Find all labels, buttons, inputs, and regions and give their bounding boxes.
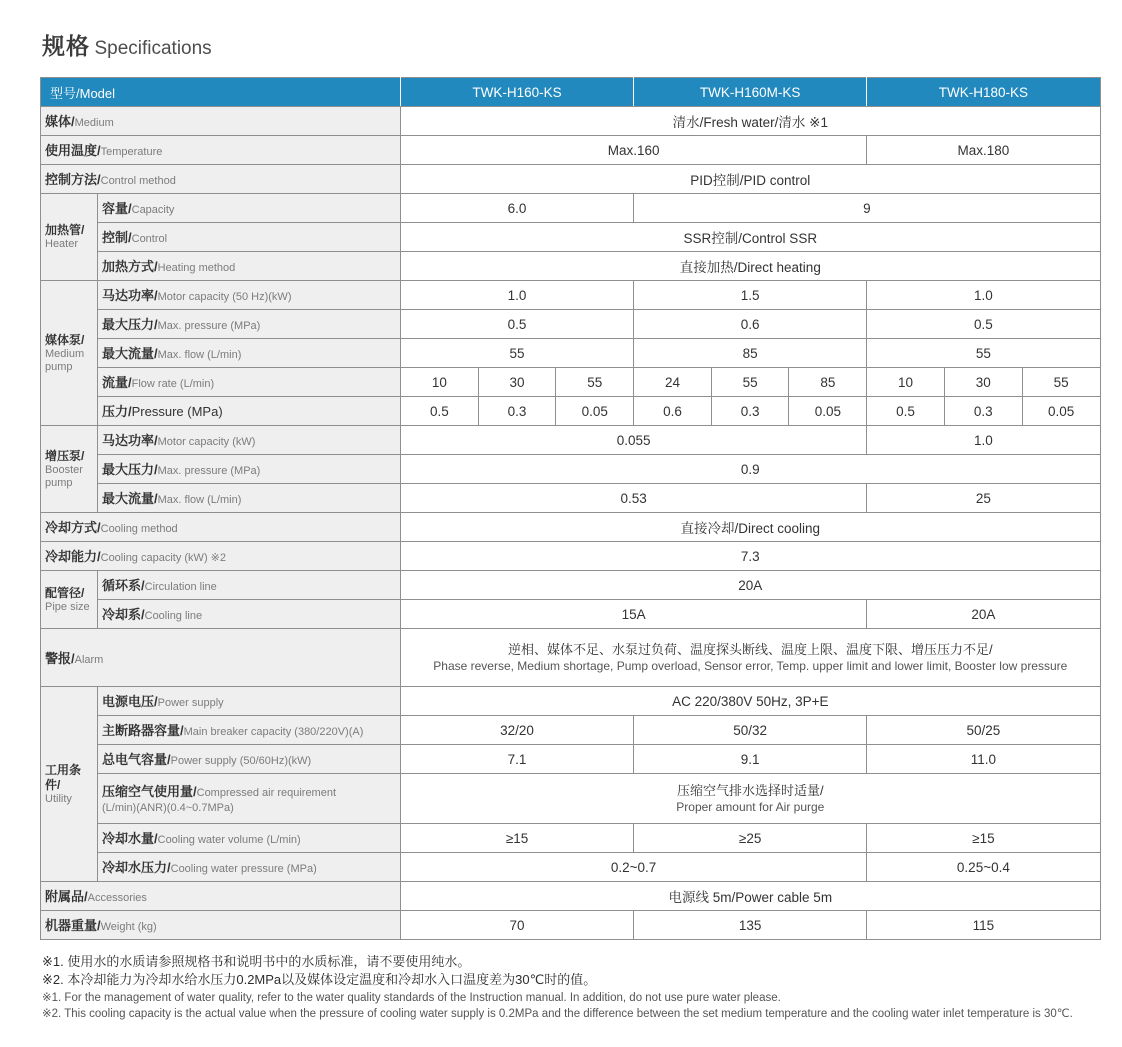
label-cjk: 媒体/ [45,114,75,129]
alarm-text-cjk: 逆相、媒体不足、水泵过负荷、温度探头断线、温度上限、温度下限、增压压力不足/ [507,642,993,658]
compressed-air-text-en: Proper amount for Air purge [676,799,825,814]
label-cjk: 加热方式/ [102,259,158,274]
row-booster-motor [41,426,1101,455]
row-control-method [41,165,1101,194]
value-pump-max-flow-1: 55 [401,339,634,368]
label-cjk: 总电气容量/ [102,752,171,767]
group-utility [41,687,98,882]
label-en: Max. pressure (MPa) [157,465,261,477]
group-en: Utility [45,792,72,805]
value-pressure: 0.3 [478,397,556,426]
page-title-cjk: 规格 [42,33,90,59]
label-cjk: 冷却方式/ [45,520,101,535]
value-accessories: 电源线 5m/Power cable 5m [401,882,1101,911]
label-pump-max-pressure [98,310,401,339]
value-breaker-3: 50/25 [867,716,1100,745]
value-medium: 清水/Fresh water/清水 ※1 [401,107,1101,136]
row-circulation-line [41,571,1101,600]
row-booster-max-pressure [41,455,1101,484]
label-pressure [98,397,401,426]
label-en: Alarm [74,653,104,666]
group-cjk: 配管径/ [45,585,85,600]
value-flow-rate: 24 [634,368,712,397]
group-en: Medium pump [45,347,85,373]
label-cooling-water-volume [98,824,401,853]
row-heater-control [41,223,1101,252]
label-en: Max. flow (L/min) [157,349,242,361]
label-breaker [98,716,401,745]
value-flow-rate: 85 [789,368,867,397]
label-cjk: 压缩空气使用量/ [102,783,197,799]
label-cjk: 使用温度/ [45,143,101,158]
value-pressure: 0.05 [789,397,867,426]
label-en: Control method [100,175,176,187]
value-pressure: 0.3 [711,397,789,426]
label-cooling-water-pressure [98,853,401,882]
row-pressure [41,397,1101,426]
value-booster-max-flow-3: 25 [867,484,1100,513]
group-en: Booster pump [45,463,83,489]
value-flow-rate: 55 [1022,368,1100,397]
label-booster-max-flow [98,484,401,513]
row-total-power [41,745,1101,774]
label-heater-capacity [98,194,401,223]
value-circulation-line: 20A [401,571,1101,600]
value-booster-max-pressure: 0.9 [401,455,1101,484]
row-flow-rate [41,368,1101,397]
value-pump-max-pressure-2: 0.6 [634,310,867,339]
label-cooling-line [98,600,401,629]
label-en: Cooling water volume (L/min) [157,834,301,846]
label-cjk: 最大压力/ [102,462,158,477]
row-pump-motor [41,281,1101,310]
value-pressure: 0.05 [556,397,634,426]
value-total-power-1: 7.1 [401,745,634,774]
label-weight [41,911,401,940]
group-booster-pump [41,426,98,513]
label-medium [41,107,401,136]
value-pump-max-flow-3: 55 [867,339,1100,368]
value-weight-3: 115 [867,911,1100,940]
row-power-supply [41,687,1101,716]
label-cjk: 电源电压/ [102,694,158,709]
label-cjk: 压力/ [102,404,132,419]
label-en: Capacity [131,204,175,216]
page-title [42,28,1102,61]
label-en: Control [131,233,168,245]
label-en: Weight (kg) [100,921,157,933]
group-cjk: 增压泵/ [45,448,85,463]
value-pressure: 0.5 [867,397,945,426]
label-en: Cooling line [144,610,203,622]
value-breaker-1: 32/20 [401,716,634,745]
value-cooling-water-pressure-3: 0.25~0.4 [867,853,1100,882]
value-temperature-3: Max.180 [867,136,1100,165]
label-en: Main breaker capacity (380/220V)(A) [183,726,364,738]
value-cooling-water-pressure-12: 0.2~0.7 [401,853,867,882]
label-total-power [98,745,401,774]
row-weight [41,911,1101,940]
value-breaker-2: 50/32 [634,716,867,745]
compressed-air-text-cjk: 压缩空气排水选择时适量/ [676,783,824,799]
header-label-cjk: 型号/ [50,85,80,101]
footnote-en-1: ※1. For the management of water quality, refer to the water quality standards of the Instruction manual. In addition, do not use pure water please. [42,992,781,1005]
value-pump-motor-1: 1.0 [401,281,634,310]
label-temperature [41,136,401,165]
label-cjk: 最大流量/ [102,346,158,361]
header-label-en: Model [79,85,116,101]
row-cooling-capacity [41,542,1101,571]
label-cjk: 最大流量/ [102,491,158,506]
group-en: Pipe size [45,600,90,613]
row-pump-max-flow [41,339,1101,368]
header-model-1: TWK-H160-KS [401,78,634,107]
value-pressure: 0.6 [634,397,712,426]
row-heating-method [41,252,1101,281]
value-pressure: 0.3 [944,397,1022,426]
row-heater-capacity [41,194,1101,223]
label-heater-control [98,223,401,252]
label-cjk: 冷却水压力/ [102,860,171,875]
label-cjk: 马达功率/ [102,288,158,303]
label-en: Heating method [157,262,236,274]
label-cjk: 最大压力/ [102,317,158,332]
value-pressure: 0.5 [401,397,479,426]
label-en: Max. pressure (MPa) [157,320,261,332]
label-en: Cooling capacity (kW) ※2 [100,552,226,564]
label-accessories [41,882,401,911]
label-cooling-method [41,513,401,542]
row-medium [41,107,1101,136]
value-booster-motor-12: 0.055 [401,426,867,455]
group-en: Heater [45,238,79,251]
label-cooling-capacity [41,542,401,571]
header-model-2: TWK-H160M-KS [634,78,867,107]
row-alarm [41,629,1101,687]
group-cjk: 加热管/ [45,223,85,238]
value-cooling-water-volume-2: ≥25 [634,824,867,853]
label-pump-motor [98,281,401,310]
value-cooling-line-12: 15A [401,600,867,629]
footnote-cn-1: ※1. 使用水的水质请参照规格书和说明书中的水质标准，请不要使用纯水。 [42,954,471,969]
label-en: Compressed air requirement [196,786,337,799]
label-heating-method [98,252,401,281]
label-cjk: 附属品/ [45,889,88,904]
label-en: Flow rate (L/min) [131,378,215,390]
value-booster-max-flow-12: 0.53 [401,484,867,513]
label-en: Medium [74,117,114,129]
value-pump-max-pressure-1: 0.5 [401,310,634,339]
label-cjk: 流量/ [102,375,132,390]
group-cjk: 工用条件/ [45,762,82,792]
page-title-en: Specifications [94,38,212,59]
label-en: Cooling water pressure (MPa) [170,863,317,875]
label-en: Accessories [87,892,147,904]
value-alarm [401,629,1101,687]
label-flow-rate [98,368,401,397]
value-temperature-12: Max.160 [401,136,867,165]
row-compressed-air [41,774,1101,824]
label-en: Circulation line [144,581,217,593]
label-alarm [41,629,401,687]
label-control-method [41,165,401,194]
alarm-text-en: Phase reverse, Medium shortage, Pump overload, Sensor error, Temp. upper limit and lower limit, Booster low pressure [433,658,1068,673]
value-total-power-2: 9.1 [634,745,867,774]
value-control-method: PID控制/PID control [401,165,1101,194]
label-cjk: 控制方法/ [45,172,101,187]
value-pump-max-pressure-3: 0.5 [867,310,1100,339]
label-cjk: 机器重量/ [45,918,101,933]
value-pump-motor-3: 1.0 [867,281,1100,310]
row-cooling-water-pressure [41,853,1101,882]
label-en: Motor capacity (kW) [157,436,256,448]
value-pump-max-flow-2: 85 [634,339,867,368]
value-flow-rate: 10 [867,368,945,397]
group-medium-pump [41,281,98,426]
value-heater-capacity-23: 9 [634,194,1100,223]
label-cjk: 冷却水量/ [102,831,158,846]
value-booster-motor-3: 1.0 [867,426,1100,455]
value-weight-1: 70 [401,911,634,940]
label-en: Power supply (50/60Hz)(kW) [170,755,312,767]
row-booster-max-flow [41,484,1101,513]
value-cooling-method: 直接冷却/Direct cooling [401,513,1101,542]
spec-table [40,77,1101,940]
label-compressed-air [98,774,401,824]
label-en-line2: (L/min)(ANR)(0.4~0.7MPa) [102,801,234,814]
label-cjk: 控制/ [102,230,132,245]
value-compressed-air [401,774,1101,824]
value-cooling-line-3: 20A [867,600,1100,629]
label-en: Power supply [157,697,224,709]
row-accessories [41,882,1101,911]
value-flow-rate: 30 [478,368,556,397]
label-cjk: 冷却系/ [102,607,145,622]
value-cooling-capacity: 7.3 [401,542,1101,571]
label-circulation-line [98,571,401,600]
value-weight-2: 135 [634,911,867,940]
label-en: Max. flow (L/min) [157,494,242,506]
label-power-supply [98,687,401,716]
row-cooling-method [41,513,1101,542]
header-row [41,78,1101,107]
label-en: Temperature [100,146,163,158]
value-heater-capacity-1: 6.0 [401,194,634,223]
label-en: Cooling method [100,523,178,535]
label-en: Motor capacity (50 Hz)(kW) [157,291,292,303]
row-cooling-water-volume [41,824,1101,853]
row-pump-max-pressure [41,310,1101,339]
header-model-label [41,78,401,107]
footnote-en-2: ※2. This cooling capacity is the actual value when the pressure of cooling water supply is 0.2MPa and the difference between the set medium temperature and the cooling water inlet temperature is 30℃. [42,1007,1073,1020]
label-cjk: 循环系/ [102,578,145,593]
label-cjk: 主断路器容量/ [102,723,184,738]
value-flow-rate: 10 [401,368,479,397]
row-temperature [41,136,1101,165]
value-flow-rate: 55 [556,368,634,397]
group-pipe-size [41,571,98,629]
group-cjk: 媒体泵/ [45,332,85,347]
footnotes [42,953,1102,1022]
label-cjk: 容量/ [102,201,132,216]
row-breaker [41,716,1101,745]
value-flow-rate: 55 [711,368,789,397]
value-cooling-water-volume-1: ≥15 [401,824,634,853]
value-cooling-water-volume-3: ≥15 [867,824,1100,853]
label-cjk: 警报/ [45,650,75,666]
row-cooling-line [41,600,1101,629]
label-cjk: 马达功率/ [102,433,158,448]
value-pressure: 0.05 [1022,397,1100,426]
group-heater [41,194,98,281]
value-heating-method: 直接加热/Direct heating [401,252,1101,281]
value-total-power-3: 11.0 [867,745,1100,774]
label-pump-max-flow [98,339,401,368]
label-en: Pressure (MPa) [131,404,223,419]
label-cjk: 冷却能力/ [45,549,101,564]
value-pump-motor-2: 1.5 [634,281,867,310]
value-flow-rate: 30 [944,368,1022,397]
footnote-cn-2: ※2. 本冷却能力为冷却水给水压力0.2MPa以及媒体设定温度和冷却水入口温度差为30℃时的值。 [42,971,597,987]
header-model-3: TWK-H180-KS [867,78,1100,107]
label-booster-motor [98,426,401,455]
value-heater-control: SSR控制/Control SSR [401,223,1101,252]
label-booster-max-pressure [98,455,401,484]
value-power-supply: AC 220/380V 50Hz, 3P+E [401,687,1101,716]
